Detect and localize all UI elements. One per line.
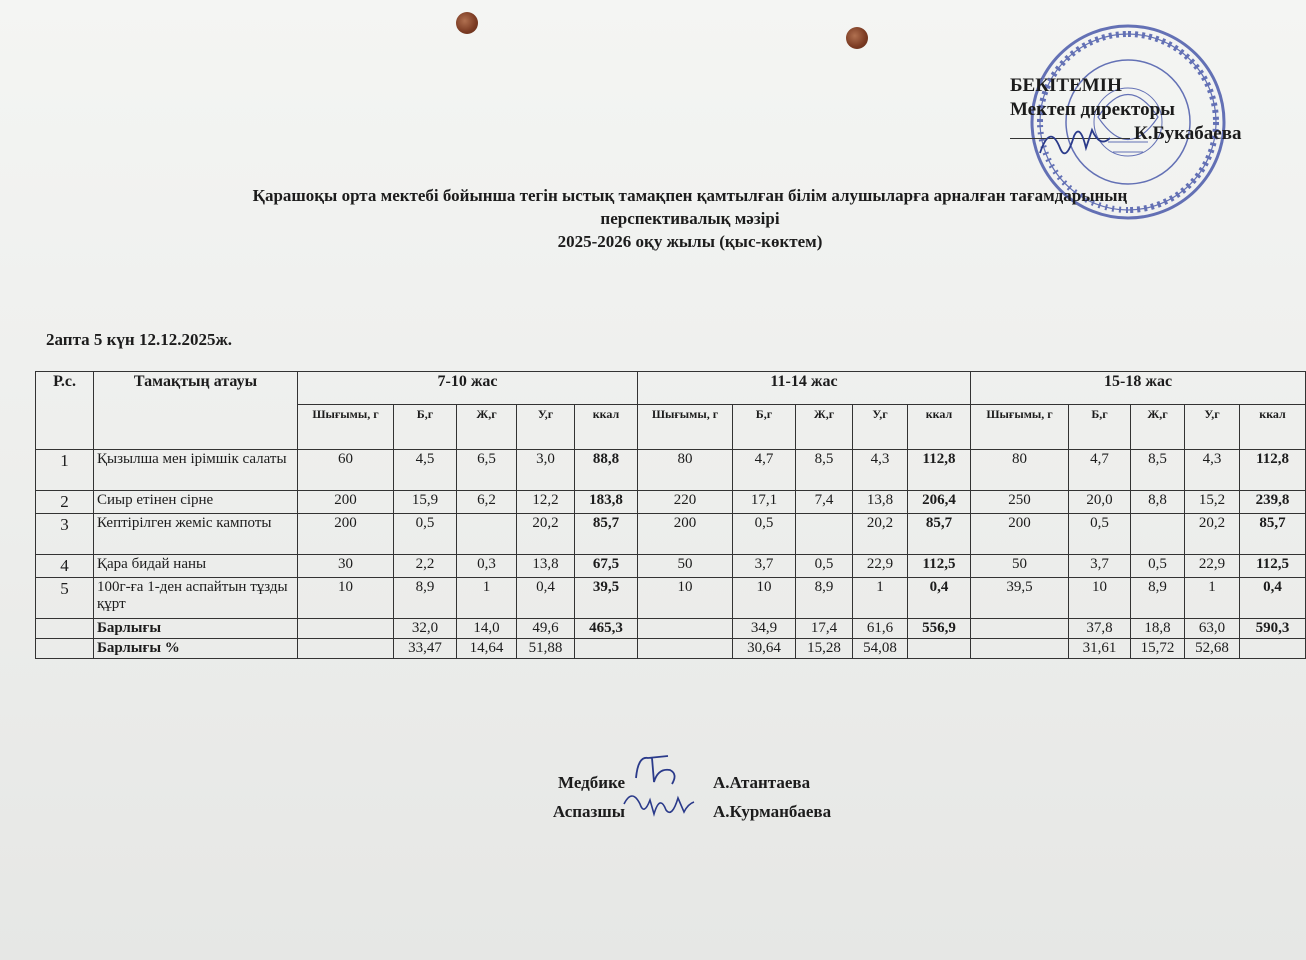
total-yield <box>298 639 394 659</box>
total-kcal: 465,3 <box>575 619 638 639</box>
cell-protein: 3,7 <box>733 555 796 578</box>
sub-header-fat-group1: Ж,г <box>457 405 517 450</box>
total-protein: 37,8 <box>1069 619 1131 639</box>
cell-kcal: 112,8 <box>908 450 971 491</box>
header-age-11-14: 11-14 жас <box>638 372 971 405</box>
cell-yield: 50 <box>971 555 1069 578</box>
cell-kcal: 112,5 <box>908 555 971 578</box>
cell-fat: 8,8 <box>1131 491 1185 514</box>
sub-header-yield-group3: Шығымы, г <box>971 405 1069 450</box>
cell-protein: 0,5 <box>394 514 457 555</box>
total-protein: 31,61 <box>1069 639 1131 659</box>
sub-header-yield-group1: Шығымы, г <box>298 405 394 450</box>
row-number: 1 <box>36 450 94 491</box>
day-label: 2апта 5 күн 12.12.2025ж. <box>46 330 233 349</box>
cell-carbs: 3,0 <box>517 450 575 491</box>
cell-carbs: 20,2 <box>853 514 908 555</box>
total-kcal <box>1240 639 1306 659</box>
title-line-1: Қарашоқы орта мектебі бойынша тегін ыстық тамақпен қамтылған білім алушыларға арналған тағамдарының <box>252 186 1128 205</box>
cell-protein: 4,5 <box>394 450 457 491</box>
cell-kcal: 112,5 <box>1240 555 1306 578</box>
sub-header-yield-group2: Шығымы, г <box>638 405 733 450</box>
total-yield <box>971 639 1069 659</box>
cell-carbs: 20,2 <box>1185 514 1240 555</box>
total-carbs: 52,68 <box>1185 639 1240 659</box>
title-line-2: перспективалық мәзірі <box>600 209 780 228</box>
cell-yield: 200 <box>298 514 394 555</box>
cell-yield: 200 <box>298 491 394 514</box>
total-carbs: 51,88 <box>517 639 575 659</box>
cell-kcal: 67,5 <box>575 555 638 578</box>
cell-kcal: 0,4 <box>1240 578 1306 619</box>
cell-carbs: 22,9 <box>853 555 908 578</box>
total-fat: 18,8 <box>1131 619 1185 639</box>
cell-fat: 7,4 <box>796 491 853 514</box>
dish-name: Қызылша мен ірімшік салаты <box>94 450 298 491</box>
total-yield <box>638 639 733 659</box>
sub-header-carbs-group2: У,г <box>853 405 908 450</box>
cell-kcal: 85,7 <box>908 514 971 555</box>
menu-table <box>35 371 1306 659</box>
cell-yield: 200 <box>971 514 1069 555</box>
cell-yield: 30 <box>298 555 394 578</box>
document-title <box>100 184 1280 253</box>
cell-fat: 8,9 <box>796 578 853 619</box>
header-age-7-10: 7-10 жас <box>298 372 638 405</box>
cell-yield: 60 <box>298 450 394 491</box>
table-row <box>36 578 1306 619</box>
cell-kcal: 183,8 <box>575 491 638 514</box>
cell-kcal: 88,8 <box>575 450 638 491</box>
cell-yield: 10 <box>298 578 394 619</box>
cell-fat <box>457 514 517 555</box>
cell-kcal: 206,4 <box>908 491 971 514</box>
cell-kcal: 85,7 <box>575 514 638 555</box>
total-carbs: 63,0 <box>1185 619 1240 639</box>
cell-fat: 8,9 <box>1131 578 1185 619</box>
cell-fat: 1 <box>457 578 517 619</box>
cell-fat: 8,5 <box>796 450 853 491</box>
total-kcal: 590,3 <box>1240 619 1306 639</box>
total-row <box>36 619 1306 639</box>
total-protein: 33,47 <box>394 639 457 659</box>
total-percent-row <box>36 639 1306 659</box>
cell-kcal: 112,8 <box>1240 450 1306 491</box>
punch-hole-right <box>846 27 868 49</box>
cell-protein: 0,5 <box>1069 514 1131 555</box>
cell-fat: 0,5 <box>1131 555 1185 578</box>
sub-header-protein-group3: Б,г <box>1069 405 1131 450</box>
cell-protein: 2,2 <box>394 555 457 578</box>
cook-name: А.Курманбаева <box>713 802 832 821</box>
cell-carbs: 1 <box>1185 578 1240 619</box>
cell-yield: 39,5 <box>971 578 1069 619</box>
total-protein: 32,0 <box>394 619 457 639</box>
header-age-15-18: 15-18 жас <box>971 372 1306 405</box>
cell-protein: 20,0 <box>1069 491 1131 514</box>
cell-kcal: 39,5 <box>575 578 638 619</box>
table-row <box>36 514 1306 555</box>
director-signature <box>1030 118 1120 168</box>
total-protein: 34,9 <box>733 619 796 639</box>
row-number: 2 <box>36 491 94 514</box>
total-kcal: 556,9 <box>908 619 971 639</box>
total-kcal <box>575 639 638 659</box>
table-row <box>36 555 1306 578</box>
sub-header-fat-group2: Ж,г <box>796 405 853 450</box>
cell-protein: 3,7 <box>1069 555 1131 578</box>
cell-yield: 10 <box>638 578 733 619</box>
cell-fat <box>1131 514 1185 555</box>
sub-header-fat-group3: Ж,г <box>1131 405 1185 450</box>
total-fat: 17,4 <box>796 619 853 639</box>
cell-yield: 80 <box>638 450 733 491</box>
cook-role: Аспазшы <box>552 802 625 821</box>
cell-carbs: 0,4 <box>517 578 575 619</box>
total-carbs: 54,08 <box>853 639 908 659</box>
sub-header-protein-group2: Б,г <box>733 405 796 450</box>
row-number: 3 <box>36 514 94 555</box>
cell-carbs: 22,9 <box>1185 555 1240 578</box>
dish-name: Кептірілген жеміс кампоты <box>94 514 298 555</box>
table-row <box>36 450 1306 491</box>
total-yield <box>298 619 394 639</box>
cell-fat: 0,3 <box>457 555 517 578</box>
cell-yield: 220 <box>638 491 733 514</box>
cell-protein: 8,9 <box>394 578 457 619</box>
nurse-name: А.Атантаева <box>713 773 811 792</box>
sub-header-protein-group1: Б,г <box>394 405 457 450</box>
cell-protein: 17,1 <box>733 491 796 514</box>
approval-position: Мектеп директоры <box>1010 99 1176 120</box>
approval-heading: БЕКІТЕМІН <box>1010 75 1122 96</box>
cell-protein: 15,9 <box>394 491 457 514</box>
cell-protein: 0,5 <box>733 514 796 555</box>
sub-header-carbs-group1: У,г <box>517 405 575 450</box>
total-fat: 14,0 <box>457 619 517 639</box>
header-rc: Р.с. <box>36 372 94 450</box>
total-protein: 30,64 <box>733 639 796 659</box>
total-yield <box>971 619 1069 639</box>
total-carbs: 61,6 <box>853 619 908 639</box>
row-number <box>36 639 94 659</box>
row-number <box>36 619 94 639</box>
sub-header-kcal-group3: ккал <box>1240 405 1306 450</box>
total-kcal <box>908 639 971 659</box>
table-row <box>36 491 1306 514</box>
cell-fat: 6,5 <box>457 450 517 491</box>
cell-carbs: 20,2 <box>517 514 575 555</box>
header-dish-name: Тамақтың атауы <box>94 372 298 450</box>
nurse-role: Медбике <box>558 773 625 792</box>
sub-header-carbs-group3: У,г <box>1185 405 1240 450</box>
total-carbs: 49,6 <box>517 619 575 639</box>
total-yield <box>638 619 733 639</box>
dish-name: Сиыр етінен сірне <box>94 491 298 514</box>
cell-protein: 10 <box>733 578 796 619</box>
row-number: 4 <box>36 555 94 578</box>
cell-kcal: 0,4 <box>908 578 971 619</box>
row-number: 5 <box>36 578 94 619</box>
total-fat: 15,28 <box>796 639 853 659</box>
cook-signature <box>618 784 698 824</box>
cell-protein: 4,7 <box>1069 450 1131 491</box>
cell-carbs: 4,3 <box>853 450 908 491</box>
cell-carbs: 13,8 <box>853 491 908 514</box>
title-line-3: 2025-2026 оқу жылы (қыс-көктем) <box>557 232 823 251</box>
cell-carbs: 13,8 <box>517 555 575 578</box>
cell-protein: 4,7 <box>733 450 796 491</box>
total-label: Барлығы <box>94 619 298 639</box>
cell-fat: 8,5 <box>1131 450 1185 491</box>
total-label: Барлығы % <box>94 639 298 659</box>
cell-carbs: 15,2 <box>1185 491 1240 514</box>
cell-fat <box>796 514 853 555</box>
cell-yield: 80 <box>971 450 1069 491</box>
cell-protein: 10 <box>1069 578 1131 619</box>
punch-hole-left <box>456 12 478 34</box>
total-fat: 14,64 <box>457 639 517 659</box>
total-fat: 15,72 <box>1131 639 1185 659</box>
cell-kcal: 239,8 <box>1240 491 1306 514</box>
nurse-signature <box>628 748 688 788</box>
cell-kcal: 85,7 <box>1240 514 1306 555</box>
cell-yield: 50 <box>638 555 733 578</box>
cell-yield: 250 <box>971 491 1069 514</box>
cell-carbs: 4,3 <box>1185 450 1240 491</box>
sub-header-kcal-group2: ккал <box>908 405 971 450</box>
dish-name: Қара бидай наны <box>94 555 298 578</box>
cell-carbs: 12,2 <box>517 491 575 514</box>
dish-name: 100г-ға 1-ден аспайтын тұзды құрт <box>94 578 298 619</box>
sub-header-kcal-group1: ккал <box>575 405 638 450</box>
cell-yield: 200 <box>638 514 733 555</box>
cell-fat: 0,5 <box>796 555 853 578</box>
cell-fat: 6,2 <box>457 491 517 514</box>
director-name: К.Букабаева <box>1134 123 1242 144</box>
cell-carbs: 1 <box>853 578 908 619</box>
